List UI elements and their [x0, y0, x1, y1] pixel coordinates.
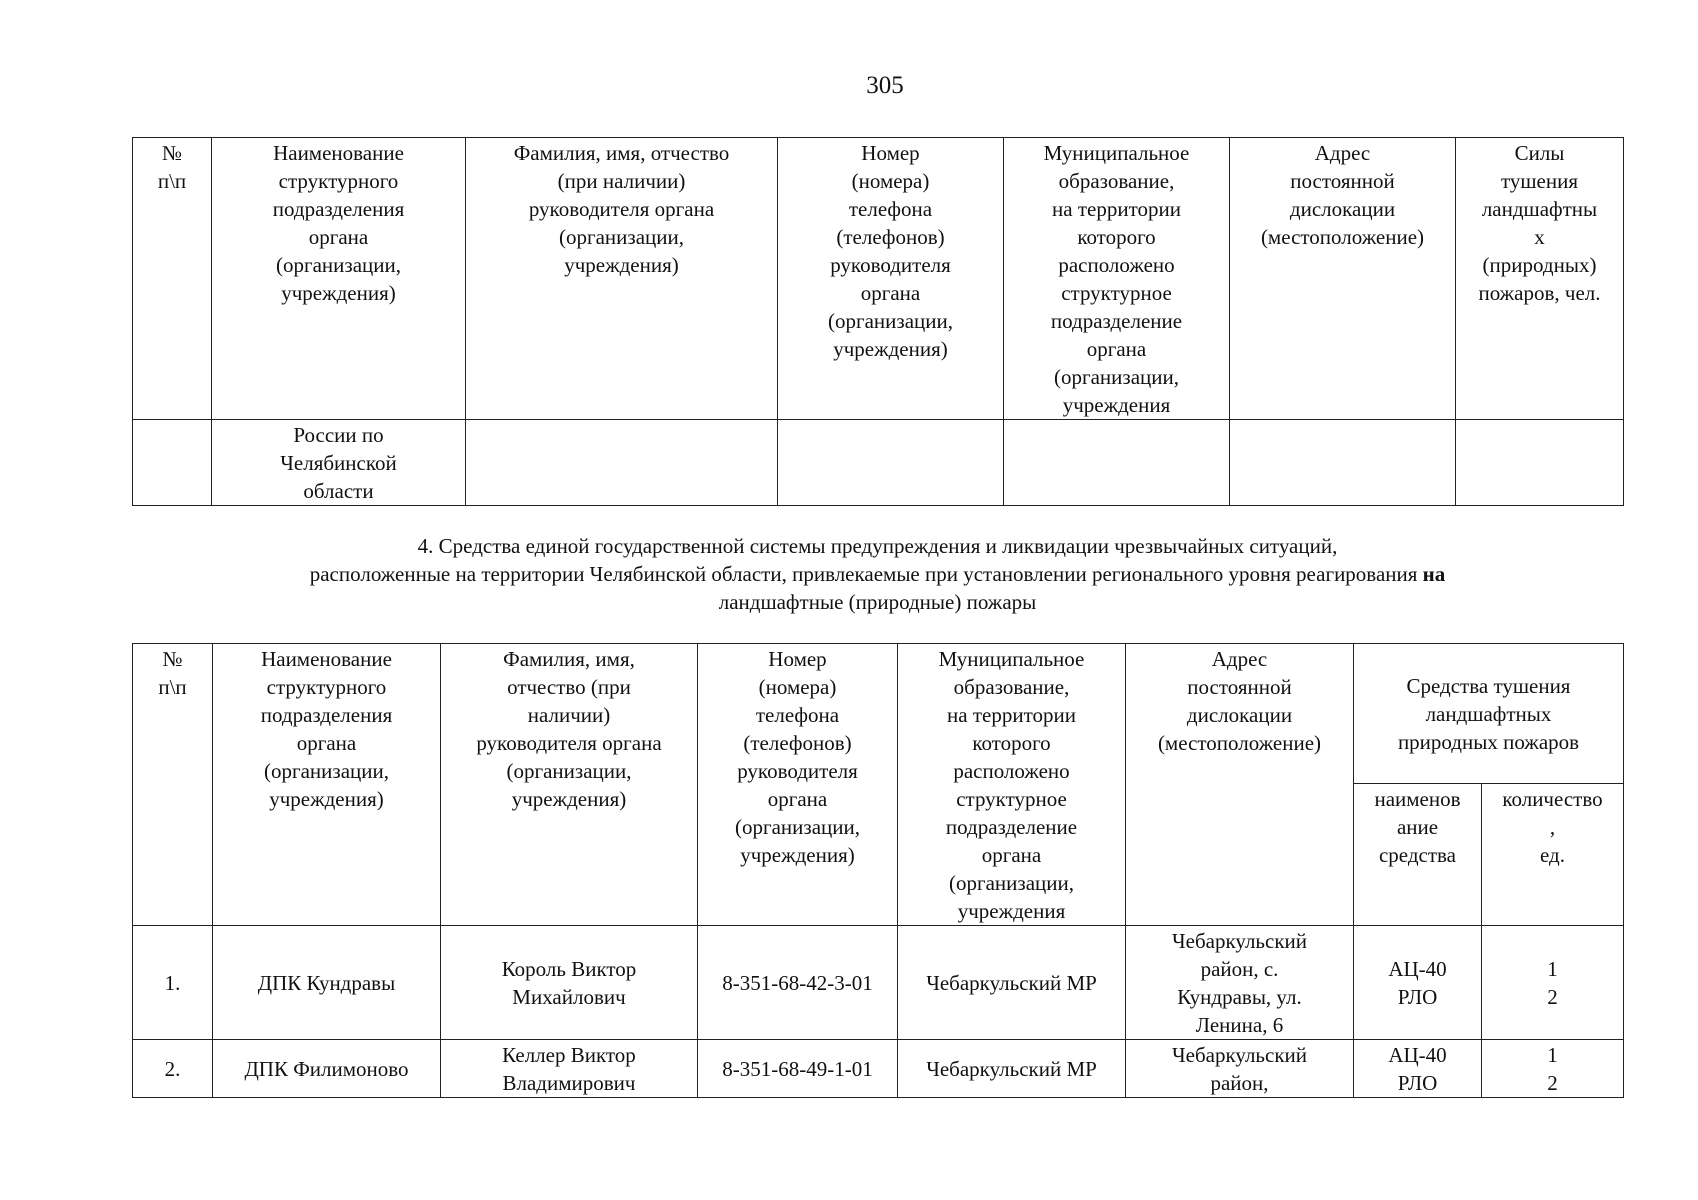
header-cell-address: Адрес постоянной дислокации (местоположение) — [1126, 644, 1354, 926]
cell-phone: 8-351-68-49-1-01 — [698, 1040, 898, 1098]
cell-municipality: Чебаркульский МР — [898, 926, 1126, 1040]
cell-municipality: Чебаркульский МР — [898, 1040, 1126, 1098]
subheader-cell-means-name: наименов ание средства — [1354, 784, 1482, 926]
header-cell-municipality: Муниципальное образование, на территории которого расположено структурное подразделение органа (организации, учреждения — [1004, 138, 1230, 420]
section-title-line-2: расположенные на территории Челябинской области, привлекаемые при установлении регионального уровня реагирования на — [309, 562, 1446, 586]
cell-quantity: 1 2 — [1482, 1040, 1624, 1098]
cell-unit-name: ДПК Кундравы — [213, 926, 441, 1040]
cell-head-name — [466, 420, 778, 506]
cell-quantity: 1 2 — [1482, 926, 1624, 1040]
cell-head-name: Келлер Виктор Владимирович — [441, 1040, 698, 1098]
header-cell-number: № п\п — [133, 138, 212, 420]
header-cell-head-name: Фамилия, имя, отчество (при наличии) руководителя органа (организации, учреждения) — [441, 644, 698, 926]
cell-number — [133, 420, 212, 506]
cell-means: АЦ-40 РЛО — [1354, 926, 1482, 1040]
subheader-cell-quantity: количество , ед. — [1482, 784, 1624, 926]
header-cell-head-name: Фамилия, имя, отчество (при наличии) руководителя органа (организации, учреждения) — [466, 138, 778, 420]
header-cell-phone: Номер (номера) телефона (телефонов) руководителя органа (организации, учреждения) — [778, 138, 1004, 420]
means-table — [132, 643, 1624, 1098]
header-cell-address: Адрес постоянной дислокации (местоположение) — [1230, 138, 1456, 420]
cell-municipality — [1004, 420, 1230, 506]
cell-unit-name: России по Челябинской области — [212, 420, 466, 506]
cell-forces — [1456, 420, 1624, 506]
header-cell-municipality: Муниципальное образование, на территории которого расположено структурное подразделение органа (организации, учреждения — [898, 644, 1126, 926]
section-title-line-1: 4. Средства единой государственной системы предупреждения и ликвидации чрезвычайных ситуаций, — [417, 534, 1338, 558]
cell-address: Чебаркульский район, с. Кундравы, ул. Ленина, 6 — [1126, 926, 1354, 1040]
cell-number: 2. — [133, 1040, 213, 1098]
header-cell-phone: Номер (номера) телефона (телефонов) руководителя органа (организации, учреждения) — [698, 644, 898, 926]
table-header-row — [133, 138, 1624, 420]
page-number: 305 — [866, 72, 904, 99]
cell-unit-name: ДПК Филимоново — [213, 1040, 441, 1098]
header-cell-means: Средства тушения ландшафтных природных пожаров — [1354, 644, 1624, 784]
header-cell-unit-name: Наименование структурного подразделения органа (организации, учреждения) — [213, 644, 441, 926]
personnel-table-continuation — [132, 137, 1624, 506]
table-row — [133, 420, 1624, 506]
table-row — [133, 926, 1624, 1040]
section-title-line-3: ландшафтные (природные) пожары — [718, 590, 1037, 614]
table-header-row — [133, 644, 1624, 784]
header-cell-unit-name: Наименование структурного подразделения органа (организации, учреждения) — [212, 138, 466, 420]
header-cell-forces: Силы тушения ландшафтны х (природных) пожаров, чел. — [1456, 138, 1624, 420]
section-title — [132, 532, 1623, 616]
cell-address: Чебаркульский район, — [1126, 1040, 1354, 1098]
cell-number: 1. — [133, 926, 213, 1040]
section-title-bold-word: на — [1422, 562, 1446, 586]
table-row — [133, 1040, 1624, 1098]
cell-phone: 8-351-68-42-3-01 — [698, 926, 898, 1040]
cell-address — [1230, 420, 1456, 506]
cell-means: АЦ-40 РЛО — [1354, 1040, 1482, 1098]
header-cell-number: № п\п — [133, 644, 213, 926]
cell-phone — [778, 420, 1004, 506]
cell-head-name: Король Виктор Михайлович — [441, 926, 698, 1040]
